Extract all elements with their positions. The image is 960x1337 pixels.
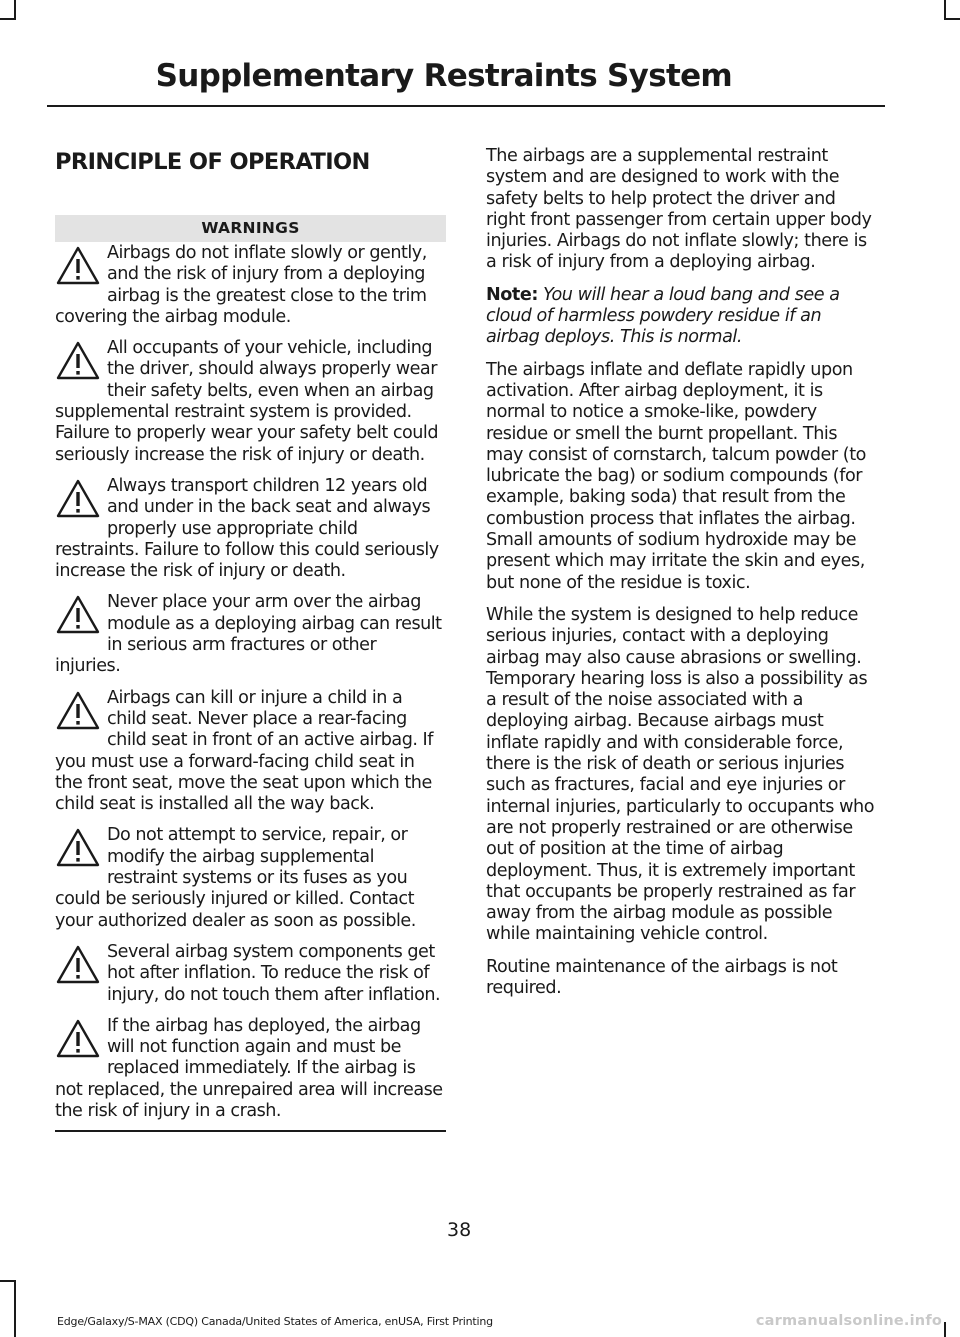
body-paragraph: The airbags are a supplemental restraint system and are designed to work with the safety belts to help protect the driver and right front passenger from certain upper body injuries. Airbags do not inflate slowly; there is a risk of injury from a deploying airbag. [486, 146, 872, 273]
warning-item [55, 475, 446, 582]
warning-text: If the airbag has deployed, the airbag will not function again and must be replaced immediately. If the airbag is not replaced, the unrepaired area will increase the risk of injury in a crash. [55, 1015, 443, 1121]
page-number: 38 [447, 1219, 472, 1241]
note-label: Note: [486, 284, 538, 305]
warning-triangle-icon [55, 245, 103, 289]
warning-triangle-icon [55, 478, 103, 522]
warning-text: Several airbag system components get hot after inflation. To reduce the risk of injury, do not touch them after inflation. [107, 941, 441, 1005]
crop-mark [14, 1280, 16, 1337]
crop-mark [944, 1322, 946, 1337]
body-paragraph: Routine maintenance of the airbags is not required. [486, 956, 838, 998]
warning-item [55, 591, 446, 677]
warning-triangle-icon [55, 594, 103, 638]
crop-mark [0, 1280, 16, 1282]
body-paragraph: While the system is designed to help reduce serious injuries, contact with a deploying airbag may also cause abrasions or swelling. Temporary hearing loss is also a possibility as a result of the noise associated with a deploying airbag. Because airbags must inflate rapidly and with considerable force, there is the risk of death or serious injuries such as fractures, facial and eye injuries or internal injuries, particularly to occupants who are not properly restrained or are otherwise out of position at the time of airbag deployment. Thus, it is extremely important that occupants be properly restrained as far away from the airbag module as possible while maintaining vehicle control. [486, 604, 875, 945]
crop-mark [944, 18, 960, 20]
warning-text: All occupants of your vehicle, including the driver, should always properly wear their safety belts, even when an airbag supplemental restraint system is provided. Failure to properly wear your safety belt could seriously increase the risk of injury or death. [55, 338, 438, 465]
warnings-list [55, 242, 446, 1122]
warning-item [55, 687, 446, 816]
warning-item [55, 941, 446, 1006]
note-paragraph [486, 285, 879, 349]
footer-text: Edge/Galaxy/S-MAX (CDQ) Canada/United States of America, enUSA, First Printing [57, 1315, 493, 1328]
right-column [486, 146, 879, 1010]
warning-item [55, 824, 446, 931]
warning-item [55, 337, 446, 466]
warnings-heading: WARNINGS [55, 215, 446, 242]
warning-text: Airbags do not inflate slowly or gently, and the risk of injury from a deploying airbag is the greatest close to the trim covering the airbag module. [55, 243, 427, 327]
note-text: You will hear a loud bang and see a cloud of harmless powdery residue if an airbag deploys. This is normal. [486, 284, 840, 348]
warning-text: Airbags can kill or injure a child in a child seat. Never place a rear-facing child seat in front of an active airbag. If you must use a forward-facing child seat in the front seat, move the seat upon which the child seat is installed all the way back. [55, 687, 433, 815]
header-divider [47, 105, 885, 107]
warning-triangle-icon [55, 340, 103, 384]
warning-item [55, 242, 446, 328]
crop-mark [944, 0, 946, 20]
warning-triangle-icon [55, 690, 103, 734]
warning-triangle-icon [55, 944, 103, 988]
watermark: carmanualsonline.info [755, 1313, 942, 1329]
crop-mark [0, 18, 16, 20]
page-header-title: Supplementary Restraints System [155, 58, 732, 94]
left-column [55, 146, 446, 1132]
crop-mark [14, 0, 16, 20]
warning-item [55, 1015, 446, 1122]
section-title: PRINCIPLE OF OPERATION [55, 149, 370, 175]
warning-triangle-icon [55, 1018, 103, 1062]
warnings-end-divider [55, 1130, 446, 1132]
warning-text: Always transport children 12 years old and under in the back seat and always properly use appropriate child restraints. Failure to follow this could seriously increase the risk of injury or death. [55, 475, 439, 582]
body-paragraph: The airbags inflate and deflate rapidly upon activation. After airbag deployment, it is normal to notice a smoke-like, powdery residue or smell the burnt propellant. This may consist of cornstarch, talcum powder (to lubricate the bag) or sodium compounds (for example, baking soda) that result from the combustion process that inflates the airbag. Small amounts of sodium hydroxide may be present which may irritate the skin and eyes, but none of the residue is toxic. [486, 359, 866, 593]
warning-triangle-icon [55, 827, 103, 871]
warning-text: Do not attempt to service, repair, or modify the airbag supplemental restraint systems or its fuses as you could be seriously injured or killed. Contact your authorized dealer as soon as possible. [55, 825, 416, 931]
warning-text: Never place your arm over the airbag module as a deploying airbag can result in serious arm fractures or other injuries. [55, 592, 442, 677]
